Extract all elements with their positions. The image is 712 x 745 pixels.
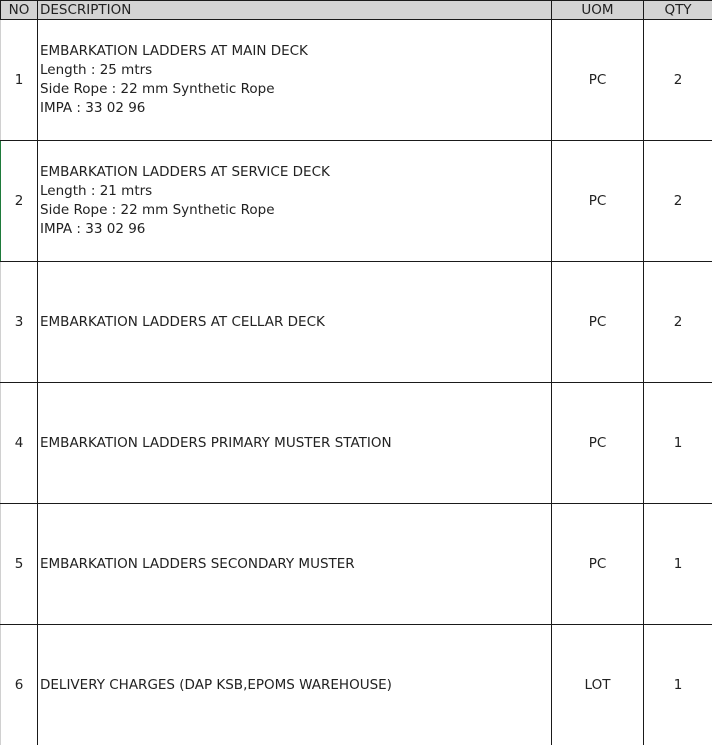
cell-qty[interactable]: 1	[644, 504, 712, 625]
cell-no[interactable]: 4	[1, 383, 38, 504]
cell-uom[interactable]: PC	[552, 141, 644, 262]
cell-no[interactable]: 6	[1, 625, 38, 745]
description-line: EMBARKATION LADDERS AT CELLAR DECK	[40, 313, 551, 332]
description-line: EMBARKATION LADDERS PRIMARY MUSTER STATION	[40, 434, 551, 453]
cell-uom[interactable]: LOT	[552, 625, 644, 745]
cell-uom[interactable]: PC	[552, 262, 644, 383]
cell-uom[interactable]: PC	[552, 383, 644, 504]
table-row	[1, 504, 712, 625]
header-row	[1, 1, 712, 20]
cell-no[interactable]: 2	[1, 141, 38, 262]
cell-qty[interactable]: 2	[644, 141, 712, 262]
cell-uom[interactable]: PC	[552, 504, 644, 625]
cell-description[interactable]	[38, 383, 552, 504]
cell-no[interactable]: 5	[1, 504, 38, 625]
description-line: Length : 21 mtrs	[40, 182, 551, 201]
cell-description[interactable]	[38, 141, 552, 262]
cell-description[interactable]	[38, 625, 552, 745]
cell-description[interactable]	[38, 262, 552, 383]
cell-no[interactable]: 3	[1, 262, 38, 383]
cell-description[interactable]	[38, 504, 552, 625]
header-description[interactable]: DESCRIPTION	[38, 1, 552, 20]
description-line: DELIVERY CHARGES (DAP KSB,EPOMS WAREHOUSE)	[40, 676, 551, 695]
cell-qty[interactable]: 2	[644, 262, 712, 383]
cell-description[interactable]	[38, 20, 552, 141]
description-line: IMPA : 33 02 96	[40, 220, 551, 239]
cell-no[interactable]: 1	[1, 20, 38, 141]
description-line: EMBARKATION LADDERS AT MAIN DECK	[40, 42, 551, 61]
header-qty[interactable]: QTY	[644, 1, 712, 20]
header-no[interactable]: NO	[1, 1, 38, 20]
cell-qty[interactable]: 1	[644, 383, 712, 504]
table-row	[1, 262, 712, 383]
description-line: Side Rope : 22 mm Synthetic Rope	[40, 201, 551, 220]
cell-uom[interactable]: PC	[552, 20, 644, 141]
description-line: EMBARKATION LADDERS SECONDARY MUSTER	[40, 555, 551, 574]
cell-qty[interactable]: 1	[644, 625, 712, 745]
table-row	[1, 625, 712, 745]
description-line: Side Rope : 22 mm Synthetic Rope	[40, 80, 551, 99]
header-uom[interactable]: UOM	[552, 1, 644, 20]
cell-qty[interactable]: 2	[644, 20, 712, 141]
table-row	[1, 20, 712, 141]
table-row	[1, 141, 712, 262]
description-line: Length : 25 mtrs	[40, 61, 551, 80]
description-line: IMPA : 33 02 96	[40, 99, 551, 118]
description-line: EMBARKATION LADDERS AT SERVICE DECK	[40, 163, 551, 182]
table-row	[1, 383, 712, 504]
